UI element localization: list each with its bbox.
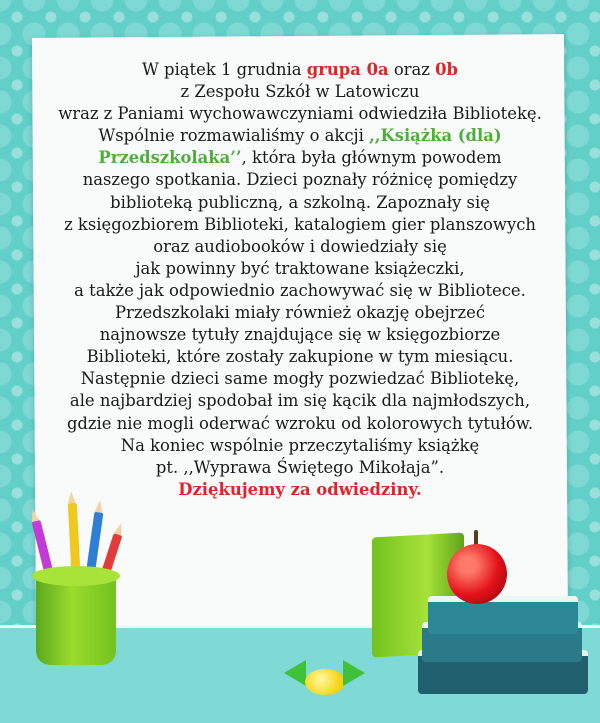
text-line-1 [36,59,564,81]
apple-illustration [447,544,507,604]
text-line-10: jak powinny być traktowane książeczki, [135,258,465,278]
candy-icon [305,669,345,695]
group-0a-highlight: grupa 0a [306,60,389,79]
text-line-9: oraz audiobooków i dowiedziały się [153,236,447,256]
pencil-cup [36,575,116,665]
text-line-15: Następnie dzieci same mogły pozwiedzać Bibliotekę, [80,369,520,389]
text-line-16: ale najbardziej spodobał im się kącik dla najmłodszych, [69,391,531,411]
text-line-12: Przedszkolaki miały również okazję obejrzeć [114,303,486,323]
group-0b-highlight: 0b [435,60,459,79]
text-fragment: W piątek 1 grudnia [141,60,307,79]
top-teal-book [428,596,578,634]
text-line-2: z Zespołu Szkół w Latowiczu [180,82,420,102]
text-line-6: naszego spotkania. Dzieci poznały różnicę pomiędzy [82,170,518,190]
text-line-8: z księgozbiorem Biblioteki, katalogiem gier planszowych [64,214,536,234]
text-fragment: , która była głównym powodem [241,148,502,168]
text-line-18: Na koniec wspólnie przeczytaliśmy książkę [120,435,480,455]
text-fragment: oraz [388,60,436,79]
text-line-5 [36,147,564,169]
campaign-name-highlight: Przedszkolaka’’ [98,148,242,168]
announcement-text [36,59,564,501]
text-fragment: Wspólnie rozmawialiśmy o akcji [98,126,370,146]
text-line-11: a także jak odpowiednio zachowywać się w Bibliotece. [74,280,526,300]
text-line-7: biblioteką publiczną, a szkolną. Zapoznały się [110,192,490,212]
text-line-19: pt. ,,Wyprawa Świętego Mikołaja”. [155,457,445,477]
text-line-13: najnowsze tytuły znajdujące się w księgozbiorze [99,325,501,345]
text-line-14: Biblioteki, które zostały zakupione w tym miesiącu. [86,347,514,367]
text-line-3: wraz z Paniami wychowawczyniami odwiedziła Bibliotekę. [58,104,542,124]
campaign-name-highlight: ,,Książka (dla) [369,126,502,146]
text-line-17: gdzie nie mogli oderwać wzroku od kolorowych tytułów. [66,413,534,433]
thank-you-line: Dziękujemy za odwiedziny. [178,479,422,499]
text-line-4 [36,125,564,147]
pencil-cup-rim [32,566,120,586]
